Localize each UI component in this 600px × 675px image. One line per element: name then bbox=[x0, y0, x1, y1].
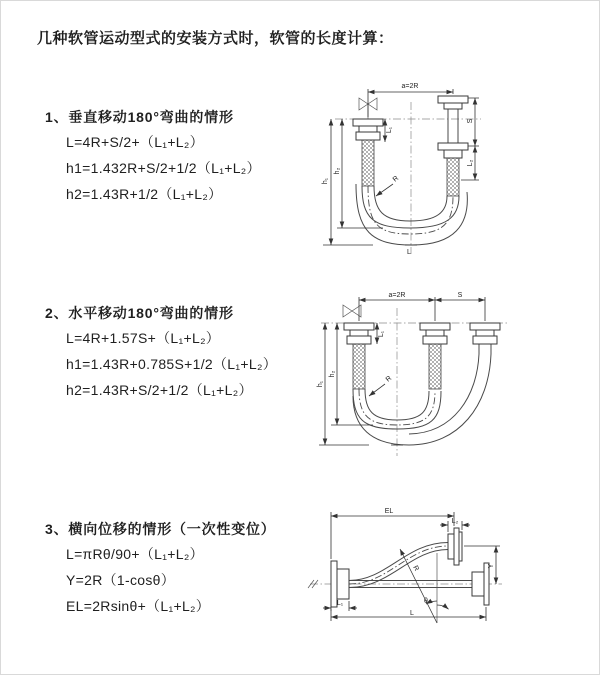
braid-section bbox=[429, 344, 441, 389]
dim-label-h2: h₂ bbox=[329, 370, 336, 378]
section-2 bbox=[45, 303, 277, 403]
section-2-heading bbox=[45, 303, 277, 325]
valve-icon bbox=[343, 305, 361, 317]
hose-curves bbox=[353, 344, 491, 445]
dim-label-l2: L₂ bbox=[451, 518, 459, 525]
formula-line: L=4R+S/2+（L₁+L₂） bbox=[66, 134, 204, 150]
diagram-lateral-displacement bbox=[304, 497, 600, 649]
formula-line: h2=1.43R+S/2+1/2（L₁+L₂） bbox=[66, 382, 253, 398]
flanges bbox=[344, 323, 500, 344]
dim-label-width: a=2R bbox=[388, 292, 406, 299]
dim-label-s: S bbox=[457, 292, 463, 299]
section-number: 3、 bbox=[45, 521, 69, 537]
angle-label: θ bbox=[424, 598, 428, 605]
section-heading-text: 横向位移的情形（一次性变位） bbox=[68, 521, 276, 537]
dim-label-l1: L₁ bbox=[336, 600, 344, 607]
dim-label-h1: h₁ bbox=[322, 177, 329, 185]
formula-line: h2=1.43R+1/2（L₁+L₂） bbox=[66, 186, 223, 202]
length-label: L bbox=[407, 249, 411, 256]
dim-label-l2: L₂ bbox=[467, 159, 474, 167]
flanges bbox=[331, 528, 489, 607]
diagram-vertical-bend-svg bbox=[311, 76, 600, 256]
braid-section bbox=[353, 344, 365, 389]
section-3 bbox=[45, 519, 276, 619]
diagram-vertical-bend bbox=[311, 76, 600, 256]
page-title: 几种软管运动型式的安装方式时，软管的长度计算： bbox=[37, 30, 394, 47]
braid-section bbox=[447, 158, 459, 196]
dim-label-h2: h₂ bbox=[334, 167, 341, 175]
radius-label: R bbox=[391, 174, 401, 184]
dimensions bbox=[317, 292, 485, 445]
section-heading-text: 水平移动180°弯曲的情形 bbox=[68, 305, 234, 321]
dim-label-el: EL bbox=[384, 508, 394, 515]
dim-label-width: a=2R bbox=[401, 83, 419, 90]
diagram-lateral-displacement-svg bbox=[304, 497, 600, 649]
section-1 bbox=[45, 107, 261, 207]
formula-line: h1=1.432R+S/2+1/2（L₁+L₂） bbox=[66, 160, 261, 176]
section-number: 1、 bbox=[45, 109, 69, 125]
section-number: 2、 bbox=[45, 305, 69, 321]
diagram-horizontal-bend-svg bbox=[311, 284, 600, 459]
dim-label-h1: h₁ bbox=[317, 380, 324, 388]
dim-label-y: Y bbox=[488, 563, 495, 569]
section-1-heading bbox=[45, 107, 261, 129]
formula-line: L=πRθ/90+（L₁+L₂） bbox=[66, 546, 204, 562]
dimensions bbox=[323, 508, 500, 623]
dim-label-s: S bbox=[467, 118, 474, 124]
braid-section bbox=[362, 140, 374, 186]
section-heading-text: 垂直移动180°弯曲的情形 bbox=[68, 109, 234, 125]
dim-label-l: L bbox=[410, 610, 414, 617]
formula-line: Y=2R（1-cosθ） bbox=[66, 572, 176, 588]
section-3-heading bbox=[45, 519, 276, 541]
radius-label: R bbox=[384, 374, 394, 384]
radius-label: R bbox=[411, 564, 420, 573]
dim-label-l1: L₁ bbox=[386, 126, 393, 134]
formula-line: L=4R+1.57S+（L₁+L₂） bbox=[66, 330, 221, 346]
diagram-horizontal-bend bbox=[311, 284, 600, 459]
dim-label-l1: L₁ bbox=[378, 330, 385, 338]
formula-line: EL=2Rsinθ+（L₁+L₂） bbox=[66, 598, 211, 614]
formula-line: h1=1.43R+0.785S+1/2（L₁+L₂） bbox=[66, 356, 277, 372]
